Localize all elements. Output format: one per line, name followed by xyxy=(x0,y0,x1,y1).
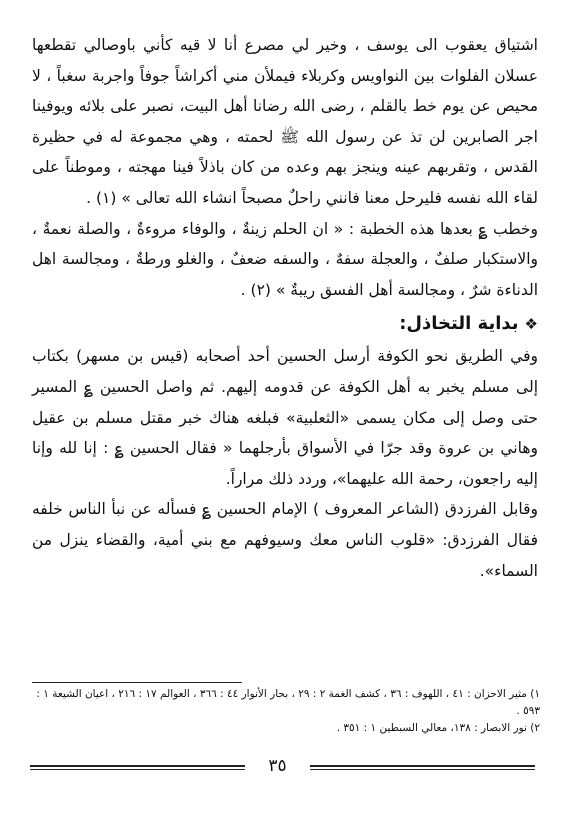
footnote: ١) مثير الاحزان : ٤١ ، اللهوف : ٣٦ ، كشف الغمة ٢ : ٢٩ ، بحار الأنوار ٤٤ : ٣٦٦ ، العوالم ١٧ : ٢١٦ ، اعيان الشيعة ١ : ٥٩٣ . xyxy=(36,688,540,717)
footnote-divider xyxy=(32,682,242,683)
main-text xyxy=(32,30,538,586)
page-number: ٣٥ xyxy=(268,756,287,776)
footnote: ٢) نور الابصار : ١٣٨، معالي السبطين ١ : ٣٥١ . xyxy=(336,722,540,734)
section-heading xyxy=(32,309,538,339)
diamond-icon: ❖ xyxy=(524,315,538,334)
paragraph: وخطب ؏ بعدها هذه الخطبة : « ان الحلم زينةٌ ، والوفاء مروءةٌ ، والصلة نعمةٌ ، والاستكبار صلفٌ ، والعجلة سفهٌ ، والسفه ضعفٌ ، والغلو ورطةٌ ، ومجالسة اهل الدناءة شرٌ ، ومجالسة أهل الفسق ريبةٌ » (٢) . xyxy=(32,219,538,299)
section-heading-text: بداية التخاذل: xyxy=(399,313,519,335)
paragraph: وفي الطريق نحو الكوفة أرسل الحسين أحد أصحابه (قيس بن مسهر) بكتاب إلى مسلم يخبر به أهل الكوفة عن قدومه إليهم. ثم واصل الحسين ؏ المسير حتى وصل إلى مكان يسمى «الثعلبية» فبلغه هناك خبر مقتل مسلم بن عقيل وهاني بن عروة وقد جرّا في الأسواق بأرجلهما « فقال الحسين ؏ : إنا لله وإنا إليه راجعون، رحمة الله عليهما»، وردد ذلك مراراً. xyxy=(32,347,538,488)
paragraph: اشتياق يعقوب الى يوسف ، وخير لي مصرع أنا لا قيه كأني باوصالي تقطعها عسلان الفلوات بين النواويس وكربلاء فيملأن مني أكراشاً جوفاً واجربة سغباً ، لا محيص عن يوم خط بالقلم ، رضى الله رضانا أهل البيت، نصبر على بلائه ويوفينا اجر الصابرين لن تذ عن رسول الله ﷺ لحمته ، وهي مجموعة له في حظيرة القدس ، وتقربهم عينه وينجز بهم وعده من كان باذلاً فينا مهجته ، وموطناً على لقاء الله نفسه فليرحل معنا فانني راحلٌ مصبحاً انشاء الله تعالى » (١) . xyxy=(32,36,538,207)
bottom-rule-right xyxy=(310,765,535,770)
paragraph: وقابل الفرزدق (الشاعر المعروف ) الإمام الحسين ؏ فسأله عن نبأ الناس خلفه فقال الفرزدق: «قلوب الناس معك وسيوفهم مع بني أمية، والقضاء ينزل من السماء». xyxy=(32,500,538,580)
footnotes xyxy=(32,686,540,737)
bottom-rule-left xyxy=(30,765,245,770)
